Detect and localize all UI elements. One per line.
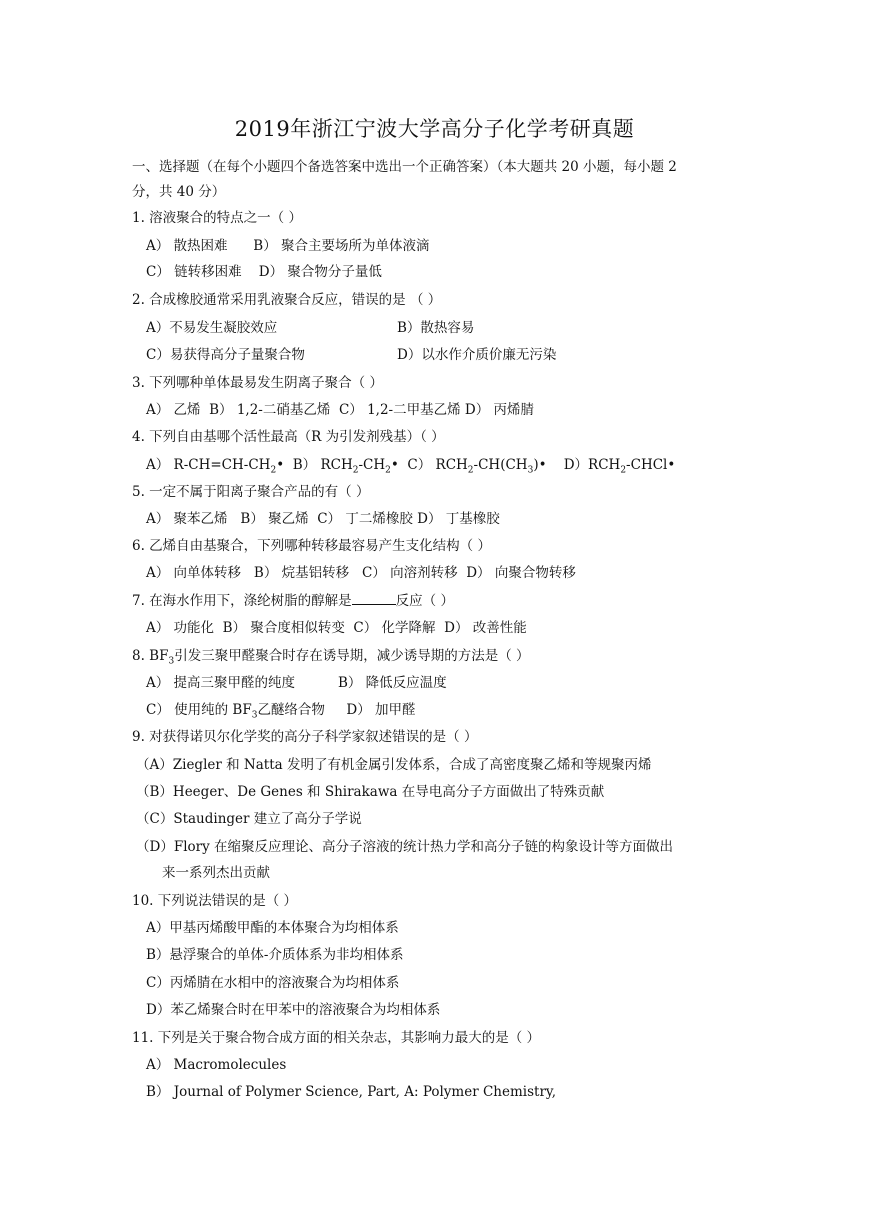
question-11-stem: 11. 下列是关于聚合物合成方面的相关杂志，其影响力最大的是（ ）: [132, 1030, 541, 1046]
question-9-option-b: （B）Heeger、De Genes 和 Shirakawa 在导电高分子方面做出了特殊贡献: [136, 784, 605, 800]
question-6-stem: 6. 乙烯自由基聚合，下列哪种转移最容易产生支化结构（ ）: [132, 538, 491, 554]
section-heading-line1: 一、选择题（在每个小题四个备选答案中选出一个正确答案）（本大题共 20 小题，每小题 2: [132, 159, 677, 175]
formula-subscript: 3: [168, 656, 175, 667]
formula-text: • B） RCH: [276, 457, 353, 473]
formula-text: • C） RCH: [390, 457, 468, 473]
question-10-stem: 10. 下列说法错误的是（ ）: [132, 893, 298, 909]
formula-text: -CH(CH: [473, 457, 528, 473]
formula-text: 8. BF: [132, 648, 169, 664]
question-2-option-a: A）不易发生凝胶效应: [146, 320, 278, 336]
question-3-stem: 3. 下列哪种单体最易发生阴离子聚合（ ）: [132, 375, 383, 391]
question-1-options-row2: C） 链转移困难 D） 聚合物分子量低: [146, 264, 382, 280]
question-9-option-d-line1: （D）Flory 在缩聚反应理论、高分子溶液的统计热力学和高分子链的构象设计等方面做出: [136, 839, 674, 855]
question-4-stem: 4. 下列自由基哪个活性最高（R 为引发剂残基）（ ）: [132, 429, 445, 445]
question-8-stem: [132, 647, 530, 665]
question-9-stem: 9. 对获得诺贝尔化学奖的高分子科学家叙述错误的是（ ）: [132, 729, 478, 745]
question-10-option-c: C）丙烯腈在水相中的溶液聚合为均相体系: [146, 975, 400, 991]
question-5-stem: 5. 一定不属于阳离子聚合产品的有（ ）: [132, 484, 370, 500]
question-5-options: A） 聚苯乙烯 B） 聚乙烯 C） 丁二烯橡胶 D） 丁基橡胶: [146, 511, 500, 527]
question-2-option-c: C）易获得高分子量聚合物: [146, 347, 305, 363]
section-heading-line2: 分，共 40 分）: [132, 184, 226, 200]
question-2-option-b: B）散热容易: [397, 320, 475, 336]
page-title: 2019年浙江宁波大学高分子化学考研真题: [234, 117, 635, 141]
question-4-options: [146, 456, 675, 474]
question-8-stem-text: 引发三聚甲醛聚合时存在诱导期，减少诱导期的方法是（ ）: [174, 648, 530, 664]
question-2-stem: 2. 合成橡胶通常采用乳液聚合反应，错误的是 （ ）: [132, 292, 442, 308]
question-7-stem-text: 7. 在海水作用下，涤纶树脂的醇解是: [132, 593, 352, 609]
formula-text: A） R-CH=CH-CH: [146, 457, 271, 473]
question-8-options-row2: [146, 701, 416, 719]
question-7-stem: [132, 592, 454, 610]
question-9-option-d-line2: 来一系列杰出贡献: [162, 865, 270, 881]
formula-text: 乙醚络合物 D） 加甲醛: [257, 702, 416, 718]
answer-blank: [352, 592, 396, 605]
formula-subscript: 2: [385, 465, 391, 476]
formula-subscript: 3: [251, 710, 258, 721]
formula-subscript: 2: [467, 465, 474, 476]
question-10-option-a: A）甲基丙烯酸甲酯的本体聚合为均相体系: [146, 920, 399, 936]
formula-subscript: 2: [270, 465, 277, 476]
question-10-option-b: B）悬浮聚合的单体-介质体系为非均相体系: [146, 947, 404, 963]
formula-text: -CH: [358, 457, 386, 473]
question-11-option-a: A） Macromolecules: [146, 1057, 287, 1073]
question-1-stem: 1. 溶液聚合的特点之一（ ）: [132, 210, 302, 226]
formula-subscript: 3: [527, 465, 534, 476]
formula-text: )• D）RCH: [533, 457, 621, 473]
question-11-option-b: B） Journal of Polymer Science, Part, A: Polymer Chemistry,: [146, 1084, 557, 1100]
question-8-options-row1: A） 提高三聚甲醛的纯度 B） 降低反应温度: [146, 675, 447, 691]
formula-text: C） 使用纯的 BF: [146, 702, 252, 718]
question-1-options-row1: A） 散热困难 B） 聚合主要场所为单体液滴: [146, 238, 430, 254]
formula-subscript: 2: [620, 465, 627, 476]
question-3-options: A） 乙烯 B） 1,2-二硝基乙烯 C） 1,2-二甲基乙烯 D） 丙烯腈: [146, 402, 535, 418]
question-7-options: A） 功能化 B） 聚合度相似转变 C） 化学降解 D） 改善性能: [146, 620, 527, 636]
question-7-stem-text: 反应（ ）: [395, 593, 454, 609]
formula-text: -CHCl•: [626, 457, 676, 473]
question-6-options: A） 向单体转移 B） 烷基铝转移 C） 向溶剂转移 D） 向聚合物转移: [146, 565, 576, 581]
question-10-option-d: D）苯乙烯聚合时在甲苯中的溶液聚合为均相体系: [146, 1002, 441, 1018]
question-2-option-d: D）以水作介质价廉无污染: [397, 347, 557, 363]
formula-subscript: 2: [352, 465, 359, 476]
question-9-option-c: （C）Staudinger 建立了高分子学说: [136, 811, 362, 827]
question-9-option-a: （A）Ziegler 和 Natta 发明了有机金属引发体系，合成了高密度聚乙烯和等规聚丙烯: [136, 757, 652, 773]
